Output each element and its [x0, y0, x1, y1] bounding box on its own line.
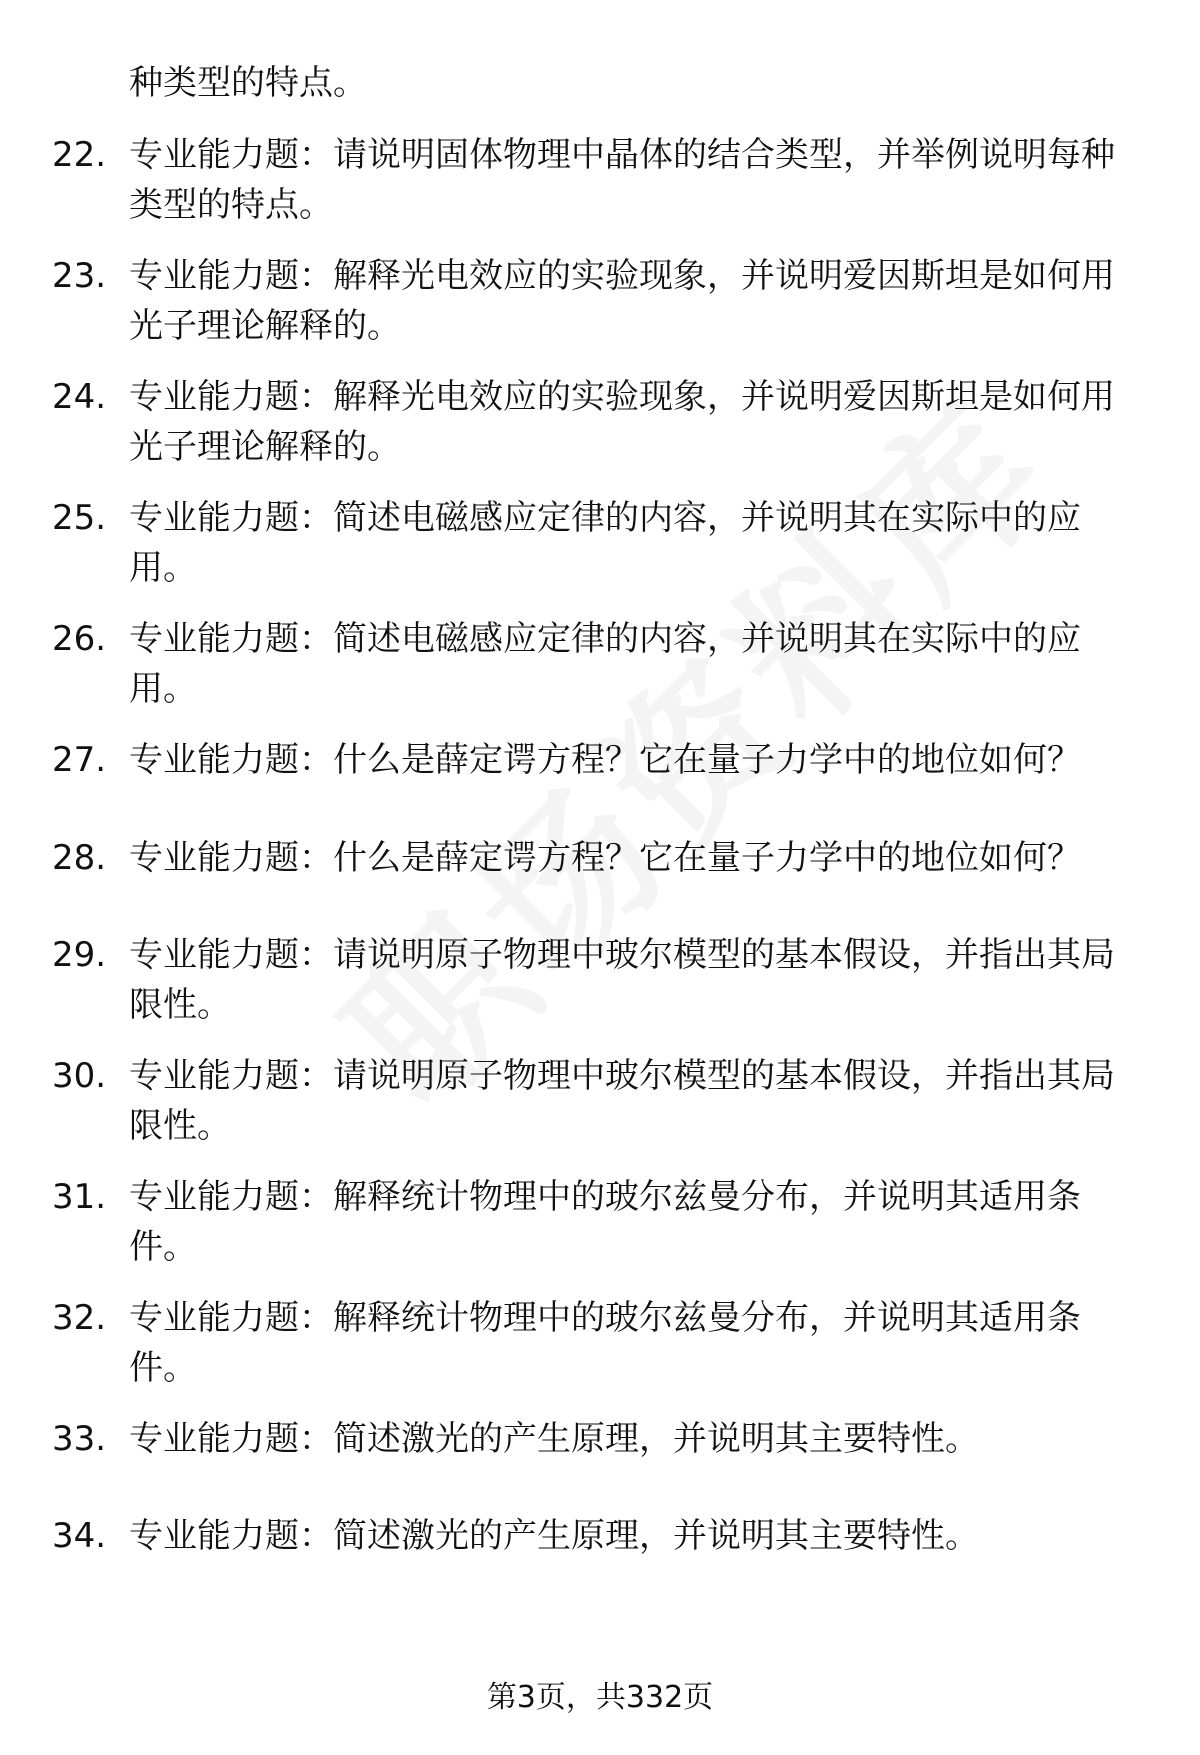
- question-number: 22.: [52, 135, 107, 175]
- question-number: 24.: [52, 377, 107, 417]
- continuation-text: 种类型的特点。: [129, 63, 367, 103]
- question-number: 23.: [52, 256, 107, 296]
- question-number: 34.: [52, 1516, 107, 1556]
- question-text: 专业能力题：请说明固体物理中晶体的结合类型，并举例说明每种类型的特点。: [129, 135, 1115, 225]
- question-text: 专业能力题：解释光电效应的实验现象，并说明爱因斯坦是如何用光子理论解释的。: [129, 256, 1115, 346]
- page-footer: 第3页，共332页: [486, 1680, 714, 1715]
- question-number: 26.: [52, 619, 107, 659]
- question-text: 专业能力题：解释光电效应的实验现象，并说明爱因斯坦是如何用光子理论解释的。: [129, 377, 1115, 467]
- question-text: 专业能力题：什么是薛定谔方程？它在量子力学中的地位如何？: [129, 838, 1081, 878]
- question-text: 专业能力题：简述激光的产生原理，并说明其主要特性。: [129, 1419, 979, 1459]
- question-text: 专业能力题：简述电磁感应定律的内容，并说明其在实际中的应用。: [129, 619, 1081, 709]
- question-number: 33.: [52, 1419, 107, 1459]
- question-text: 专业能力题：请说明原子物理中玻尔模型的基本假设，并指出其局限性。: [129, 1056, 1115, 1146]
- question-text: 专业能力题：解释统计物理中的玻尔兹曼分布，并说明其适用条件。: [129, 1177, 1081, 1267]
- question-number: 28.: [52, 838, 107, 878]
- question-number: 29.: [52, 935, 107, 975]
- question-number: 32.: [52, 1298, 107, 1338]
- question-number: 30.: [52, 1056, 107, 1096]
- question-number: 25.: [52, 498, 107, 538]
- question-text: 专业能力题：请说明原子物理中玻尔模型的基本假设，并指出其局限性。: [129, 935, 1115, 1025]
- question-text: 专业能力题：简述电磁感应定律的内容，并说明其在实际中的应用。: [129, 498, 1081, 588]
- question-text: 专业能力题：什么是薛定谔方程？它在量子力学中的地位如何？: [129, 740, 1081, 780]
- question-number: 27.: [52, 740, 107, 780]
- question-text: 专业能力题：简述激光的产生原理，并说明其主要特性。: [129, 1516, 979, 1556]
- question-text: 专业能力题：解释统计物理中的玻尔兹曼分布，并说明其适用条件。: [129, 1298, 1081, 1388]
- question-number: 31.: [52, 1177, 107, 1217]
